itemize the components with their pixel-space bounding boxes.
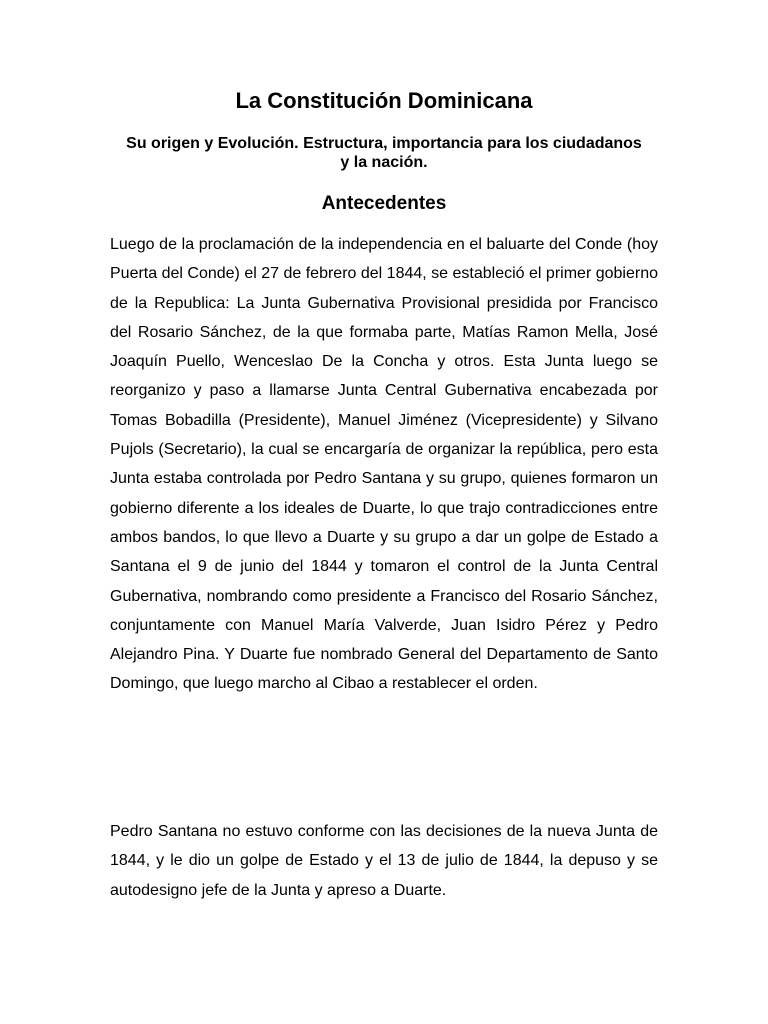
- body-paragraph: Luego de la proclamación de la independencia en el baluarte del Conde (hoy Puerta del Conde) el 27 de febrero del 1844, se estableció el primer gobierno de la Republica: La Junta Gubernativa Provisional presidida por Francisco del Rosario Sánchez, de la que formaba parte, Matías Ramon Mella, José Joaquín Puello, Wenceslao De la Concha y otros. Esta Junta luego se reorganizo y paso a llamarse Junta Central Gubernativa encabezada por Tomas Bobadilla (Presidente), Manuel Jiménez (Vicepresidente) y Silvano Pujols (Secretario), la cual se encargaría de organizar la república, pero esta Junta estaba controlada por Pedro Santana y su grupo, quienes formaron un gobierno diferente a los ideales de Duarte, lo que trajo contradicciones entre ambos bandos, lo que llevo a Duarte y su grupo a dar un golpe de Estado a Santana el 9 de junio del 1844 y tomaron el control de la Junta Central Gubernativa, nombrando como presidente a Francisco del Rosario Sánchez, conjuntamente con Manuel María Valverde, Juan Isidro Pérez y Pedro Alejandro Pina. Y Duarte fue nombrado General del Departamento de Santo Domingo, que luego marcho al Cibao a restablecer el orden.: [110, 236, 658, 693]
- document-title: La Constitución Dominicana: [235, 88, 533, 113]
- document-subtitle: Su origen y Evolución. Estructura, importancia para los ciudadanos y la nación.: [126, 135, 642, 171]
- body-paragraph: Pedro Santana no estuvo conforme con las decisiones de la nueva Junta de 1844, y le dio un golpe de Estado y el 13 de julio de 1844, la depuso y se autodesigno jefe de la Junta y apreso a Duarte.: [110, 823, 658, 899]
- section-heading: Antecedentes: [321, 193, 447, 214]
